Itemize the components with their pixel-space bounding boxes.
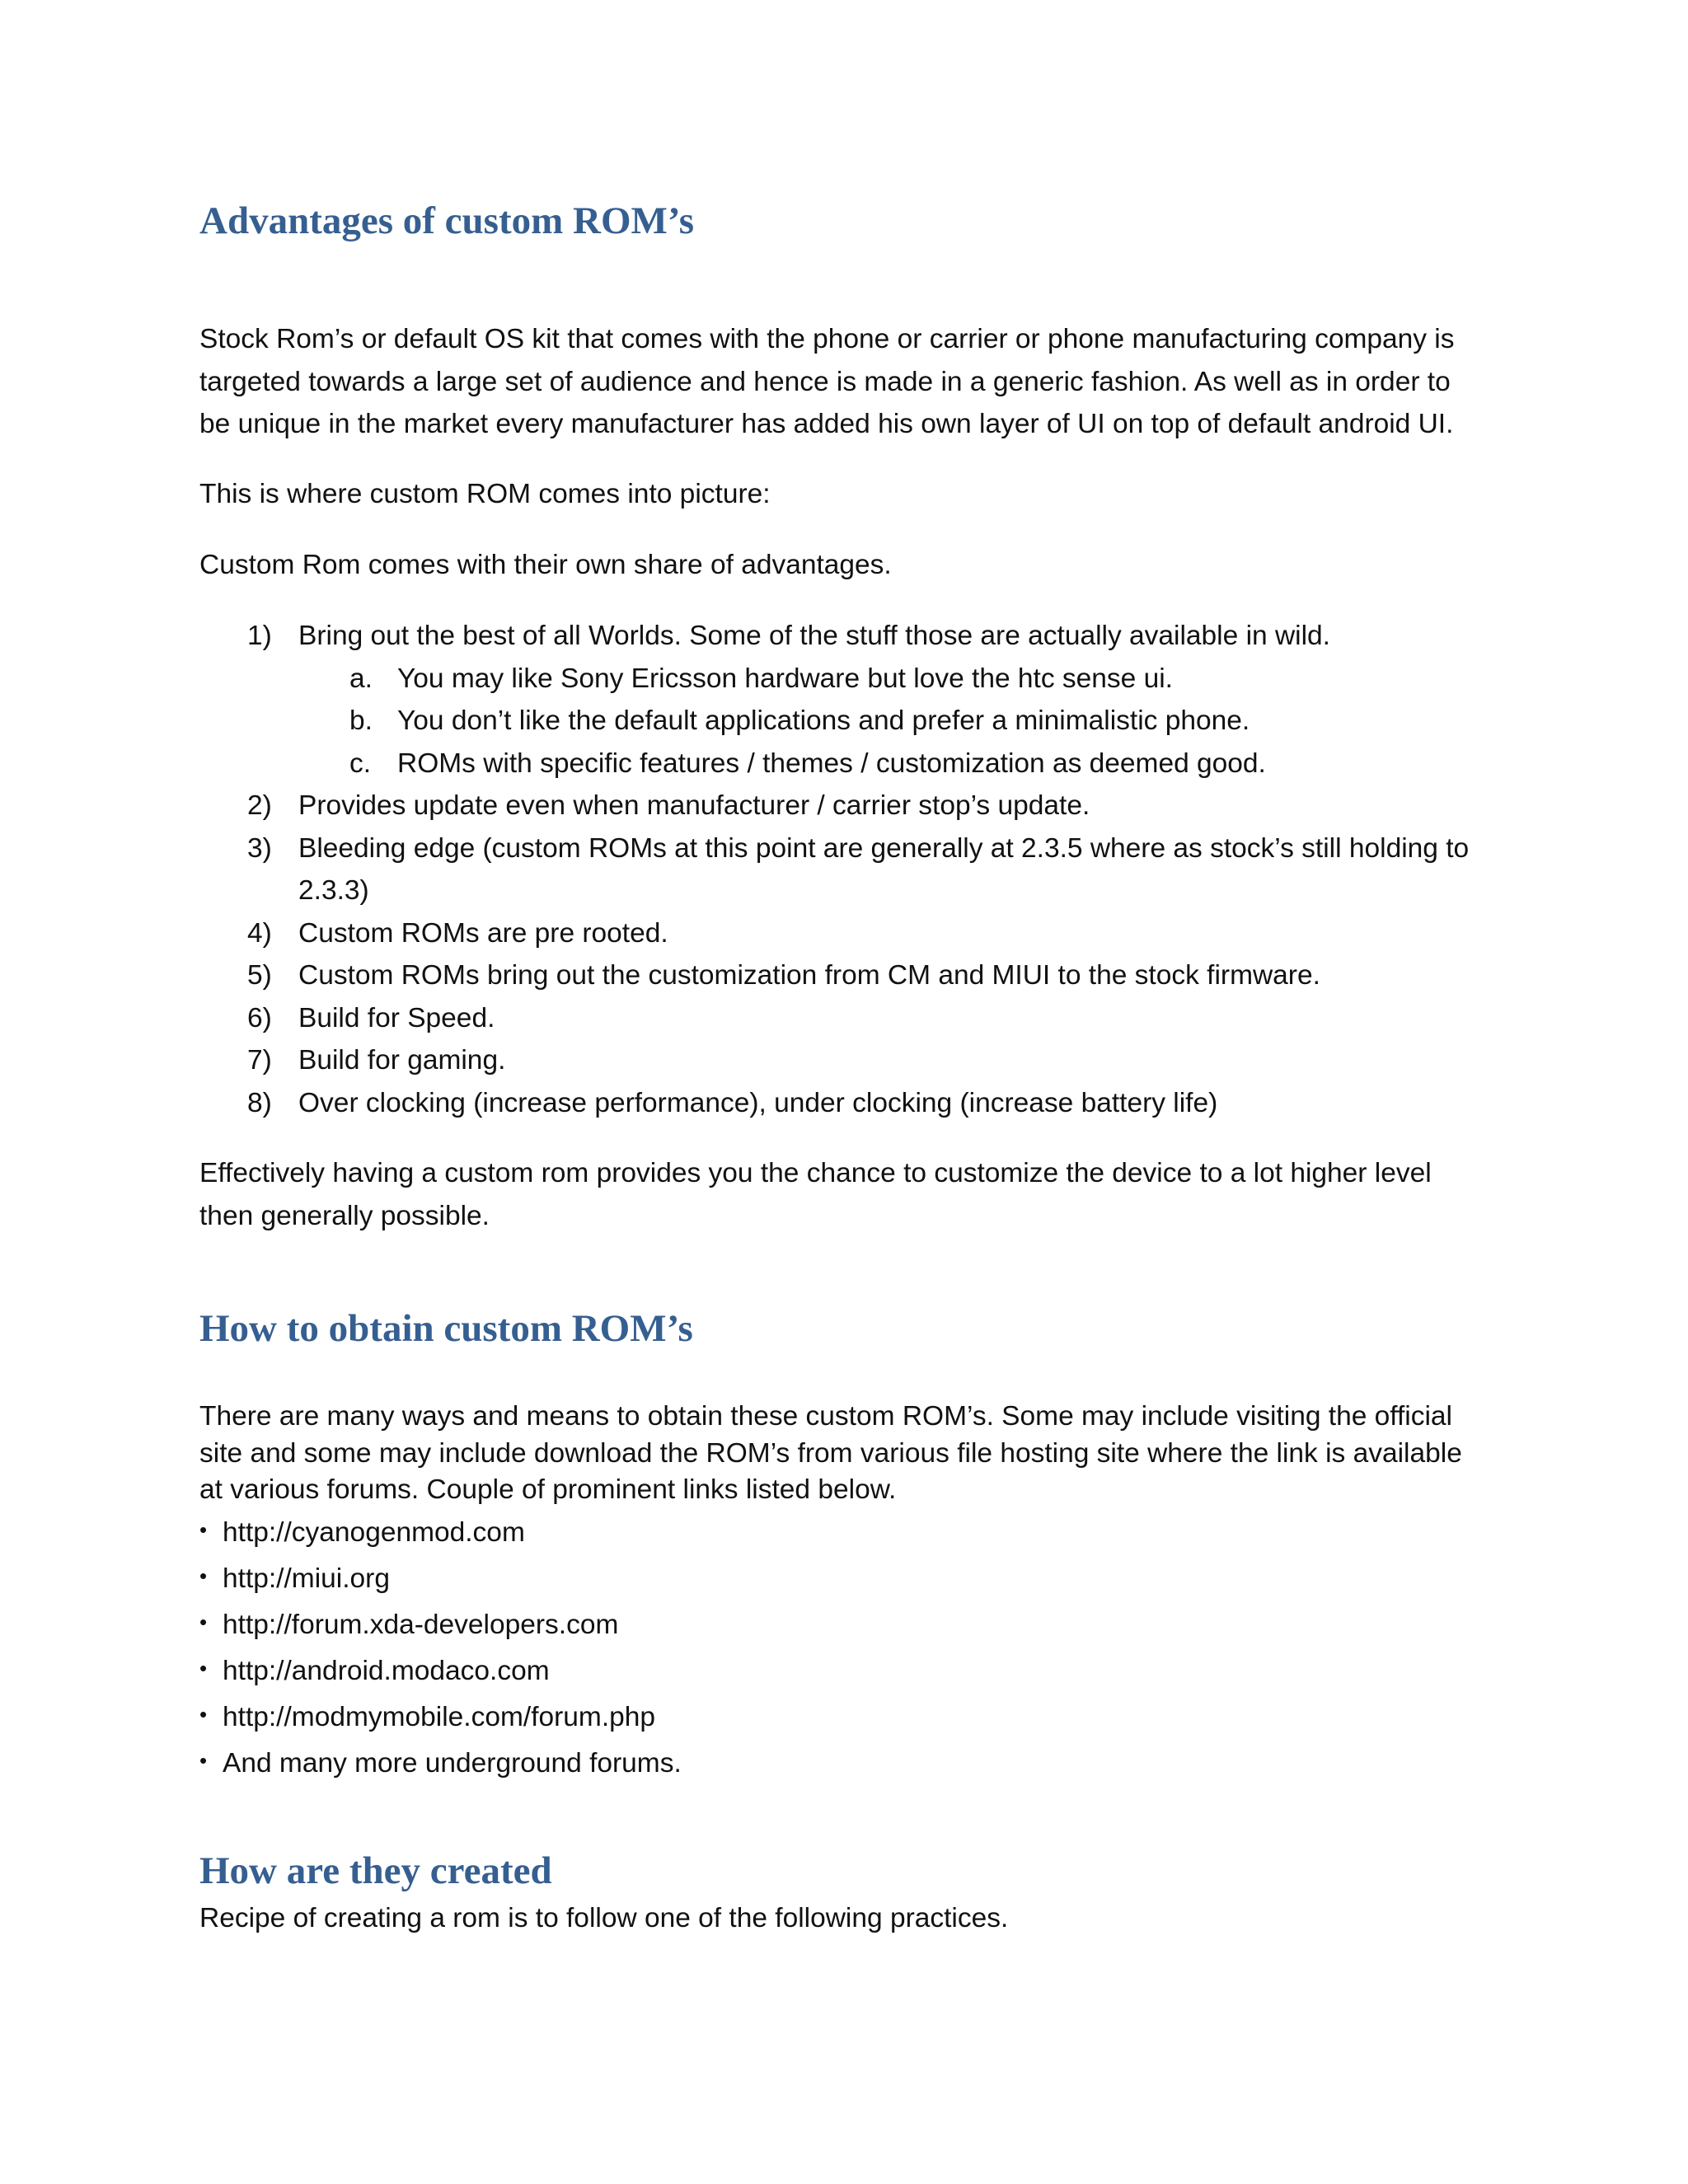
list-item <box>199 827 1485 912</box>
bullet-icon: • <box>199 1702 208 1727</box>
sub-list-item-text: You may like Sony Ericsson hardware but love the htc sense ui. <box>397 663 1173 694</box>
list-number: 1) <box>247 621 272 651</box>
list-item <box>199 1510 682 1556</box>
obtain-intro-paragraph <box>199 1399 1485 1509</box>
list-item <box>199 1556 682 1602</box>
bullet-icon: • <box>199 1748 208 1773</box>
list-item-text: Build for gaming. <box>298 1045 506 1076</box>
list-item-text: Custom ROMs are pre rooted. <box>298 917 668 949</box>
sub-list-letter: c. <box>349 748 372 779</box>
paragraph-line: then generally possible. <box>199 1200 490 1231</box>
list-number: 5) <box>247 960 272 991</box>
link-text[interactable]: http://miui.org <box>223 1563 390 1594</box>
list-item-text: And many more underground forums. <box>223 1748 682 1779</box>
list-item <box>199 615 1485 785</box>
list-item <box>199 997 1485 1040</box>
sub-list-item-text: ROMs with specific features / themes / customization as deemed good. <box>397 748 1266 779</box>
list-number: 6) <box>247 1002 272 1033</box>
paragraph-line: Effectively having a custom rom provides you the chance to customize the device to a lot higher level <box>199 1158 1432 1188</box>
paragraph-line: Stock Rom’s or default OS kit that comes with the phone or carrier or phone manufacturing company is <box>199 324 1455 354</box>
paragraph-line: be unique in the market every manufacturer has added his own layer of UI on top of default android UI. <box>199 409 1454 439</box>
sub-list-item <box>298 743 1485 785</box>
advantages-intro-paragraph <box>199 318 1485 446</box>
sub-list-item <box>298 658 1485 701</box>
bullet-icon: • <box>199 1517 208 1542</box>
list-item-text: Bleeding edge (custom ROMs at this point are generally at 2.3.5 where as stock’s still holding to <box>298 832 1470 864</box>
list-item <box>199 1602 682 1648</box>
conclusion-paragraph <box>199 1152 1485 1237</box>
list-item <box>199 1694 682 1741</box>
list-number: 8) <box>247 1087 272 1118</box>
heading-created: How are they created <box>199 1849 552 1892</box>
paragraph-line: site and some may include download the ROM’s from various file hosting site where the link is available <box>199 1437 1462 1469</box>
list-item <box>199 1741 682 1787</box>
sub-list-item-text: You don’t like the default applications and prefer a minimalistic phone. <box>397 705 1250 736</box>
bullet-icon: • <box>199 1563 208 1588</box>
list-item <box>199 785 1485 827</box>
heading-advantages: Advantages of custom ROM’s <box>199 199 695 242</box>
links-list <box>199 1510 682 1787</box>
bullet-icon: • <box>199 1610 208 1634</box>
link-text[interactable]: http://cyanogenmod.com <box>223 1517 525 1548</box>
list-item-text: Custom ROMs bring out the customization from CM and MIUI to the stock firmware. <box>298 960 1320 991</box>
list-item <box>199 1648 682 1694</box>
list-item <box>199 912 1485 955</box>
heading-obtain: How to obtain custom ROM’s <box>199 1307 693 1350</box>
sub-list <box>298 658 1485 785</box>
link-text[interactable]: http://forum.xda-developers.com <box>223 1610 619 1640</box>
list-item-text: Provides update even when manufacturer / carrier stop’s update. <box>298 790 1090 821</box>
paragraph-line: targeted towards a large set of audience and hence is made in a generic fashion. As well as in order to <box>199 366 1451 397</box>
list-item-text: Over clocking (increase performance), under clocking (increase battery life) <box>298 1087 1218 1118</box>
created-intro-paragraph: Recipe of creating a rom is to follow one of the following practices. <box>199 1903 1009 1933</box>
link-text[interactable]: http://modmymobile.com/forum.php <box>223 1702 656 1732</box>
link-text[interactable]: http://android.modaco.com <box>223 1656 550 1686</box>
list-item-text: Build for Speed. <box>298 1002 495 1033</box>
list-item-text-continued: 2.3.3) <box>298 875 369 906</box>
list-item <box>199 1082 1485 1125</box>
sub-list-letter: b. <box>349 705 373 736</box>
share-paragraph: Custom Rom comes with their own share of advantages. <box>199 550 892 580</box>
list-number: 7) <box>247 1045 272 1076</box>
sub-list-item <box>298 700 1485 743</box>
list-number: 2) <box>247 790 272 821</box>
sub-list-letter: a. <box>349 663 373 694</box>
list-item <box>199 954 1485 997</box>
list-item <box>199 1039 1485 1082</box>
bullet-icon: • <box>199 1656 208 1680</box>
list-item-text: Bring out the best of all Worlds. Some of the stuff those are actually available in wild. <box>298 621 1330 651</box>
picture-paragraph: This is where custom ROM comes into picture: <box>199 479 771 509</box>
list-number: 4) <box>247 917 272 949</box>
paragraph-line: at various forums. Couple of prominent links listed below. <box>199 1474 897 1505</box>
list-number: 3) <box>247 832 272 864</box>
advantages-list <box>199 615 1485 1124</box>
paragraph-line: There are many ways and means to obtain these custom ROM’s. Some may include visiting the official <box>199 1401 1452 1432</box>
